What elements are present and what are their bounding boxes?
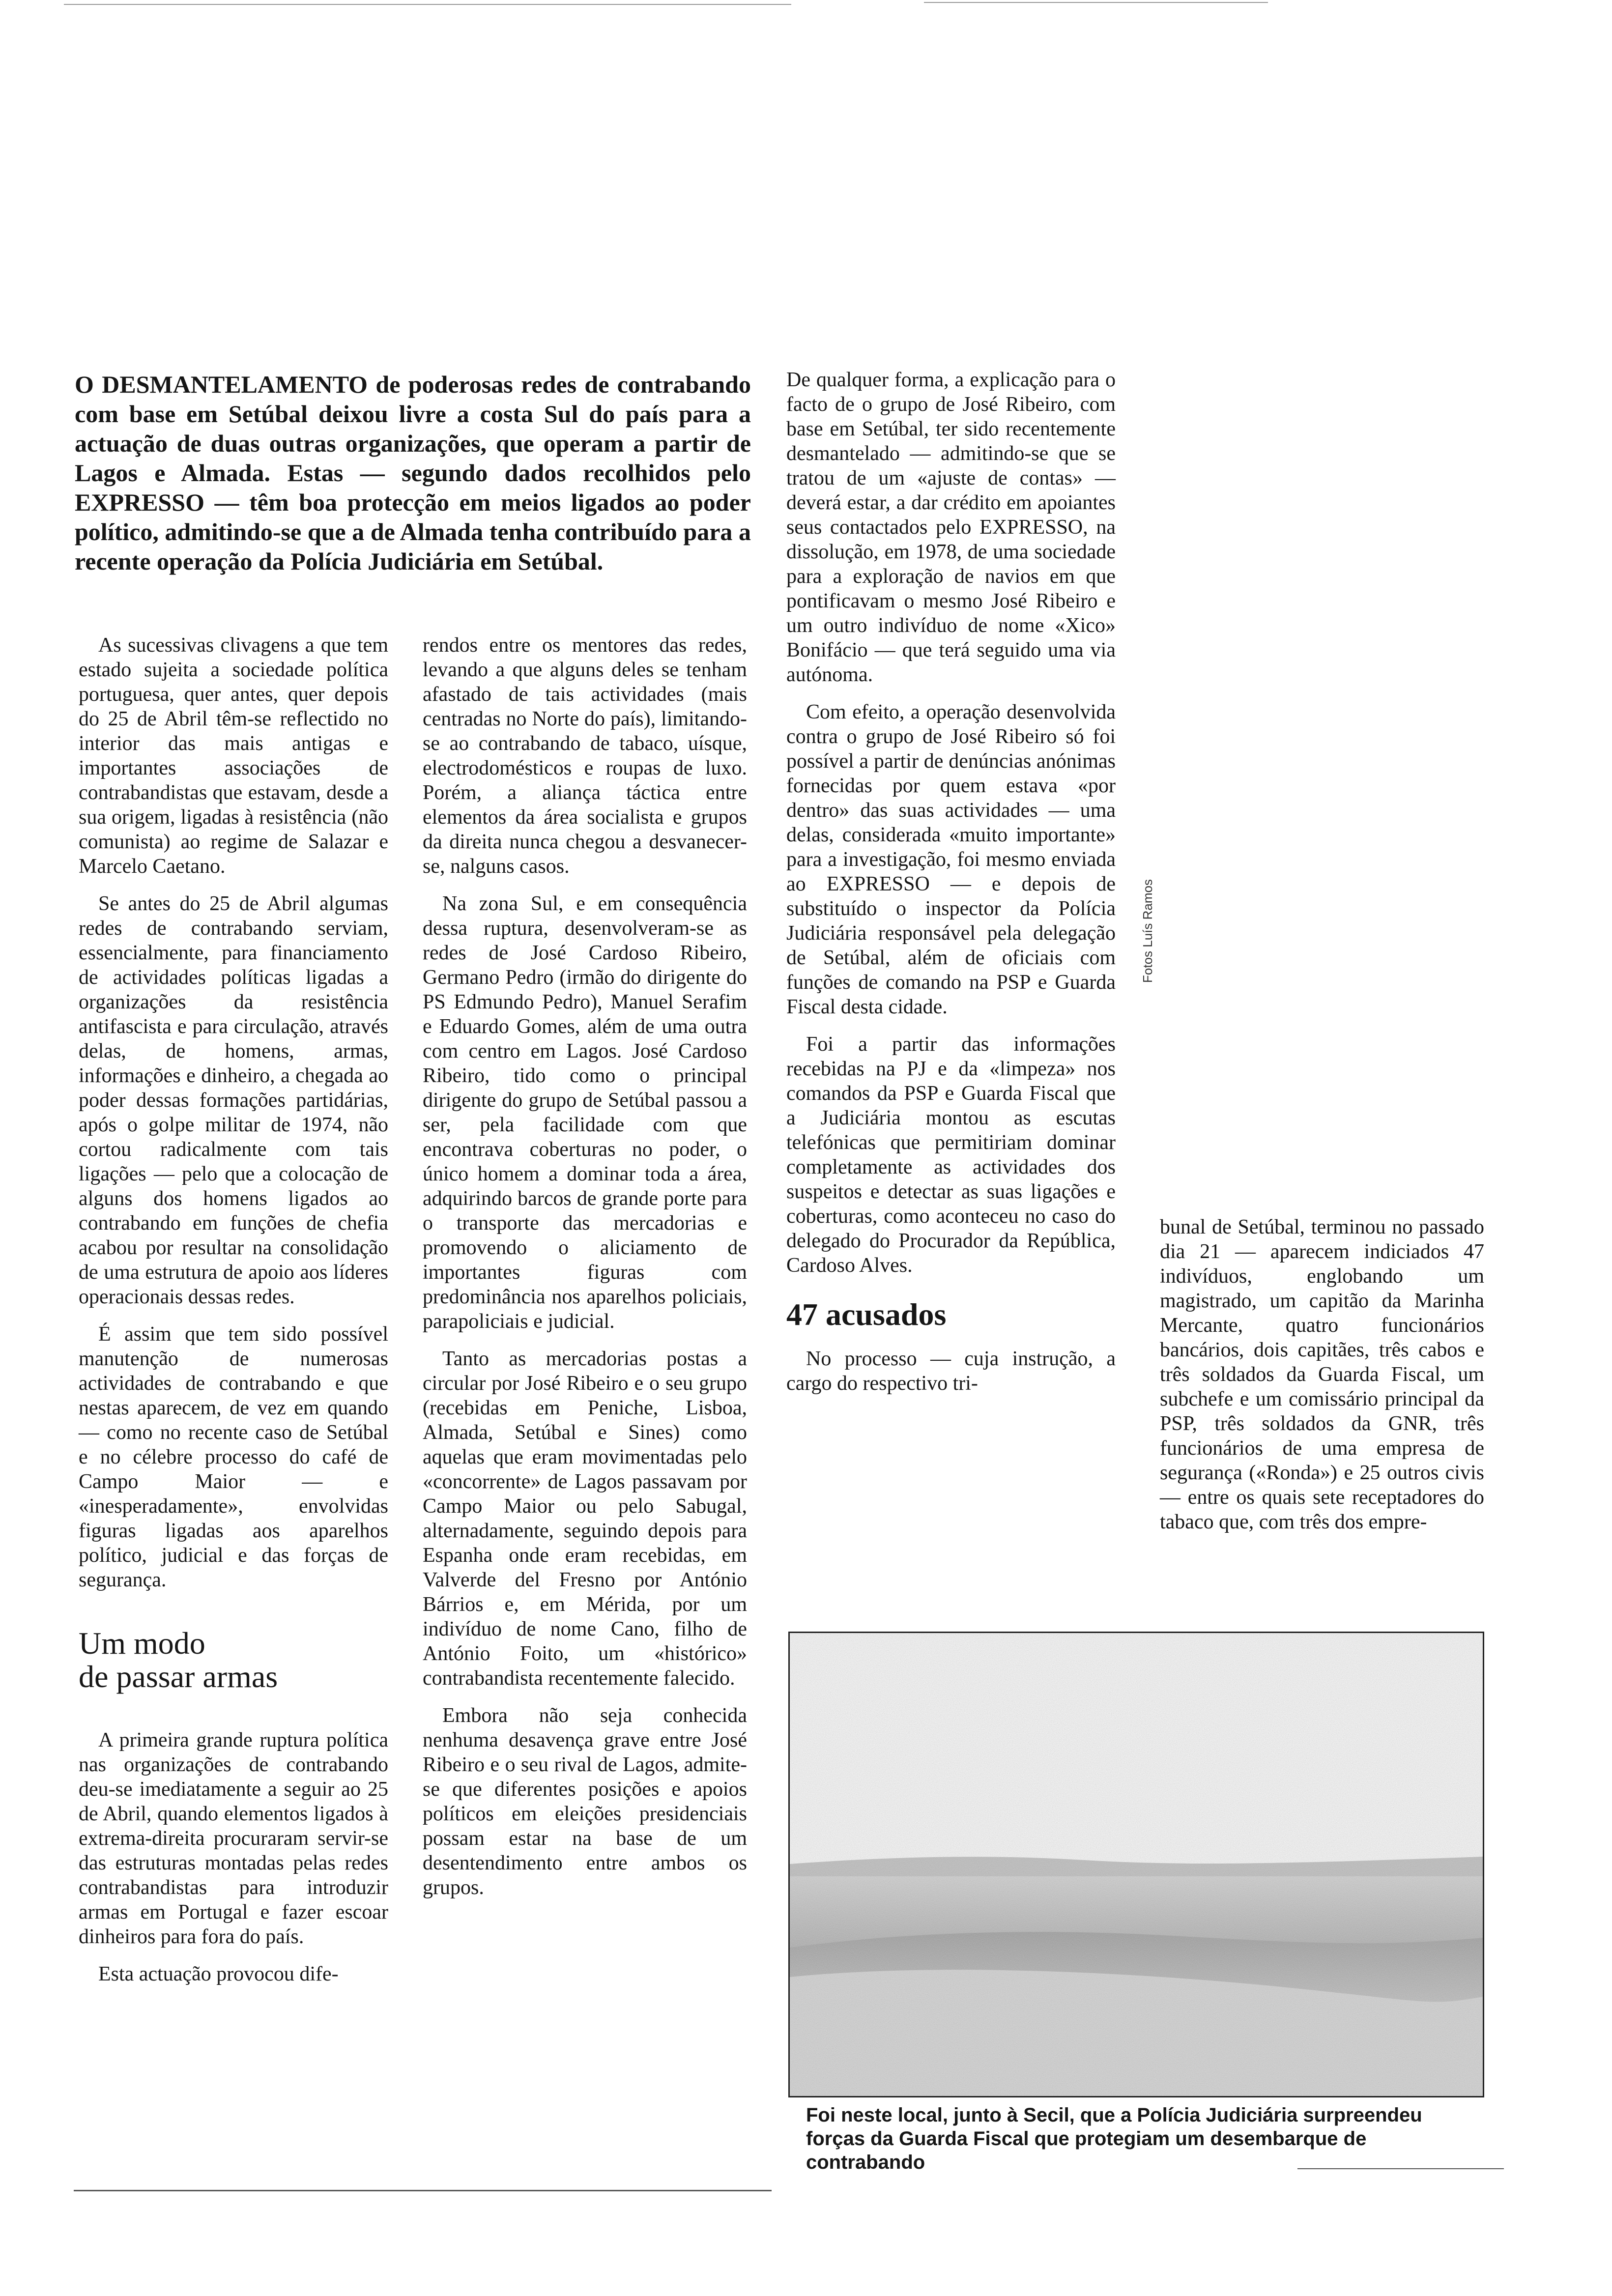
col3-paragraph-3: Foi a partir das informações recebidas na PJ e da «limpeza» nos comandos da PSP e Guarda Fiscal que a Judiciária montou as escutas telefónicas que permitiriam dominar completamente as actividades dos suspeitos e detectar as suas ligações e coberturas, como aconteceu no caso do delegado do Procurador da República, Cardoso Alves.	[786, 1033, 1116, 1277]
subhead-line-1: Um modo	[79, 1626, 205, 1661]
top-rule-right	[924, 2, 1268, 3]
subhead-47-acusados: 47 acusados	[786, 1297, 947, 1332]
col3-paragraph-1: De qualquer forma, a explicação para o facto de o grupo de José Ribeiro, com base em Setúbal, ter sido recentemente desmantelado — admitindo-se que se tratou de um «ajuste de contas» — deverá estar, a dar crédito em apoiantes seus contactados pelo EXPRESSO, na dissolução, em 1978, de uma sociedade para a exploração de navios em que pontificavam o mesmo José Ribeiro e um outro indivíduo de nome «Xico» Bonifácio — que terá seguido uma via autónoma.	[786, 369, 1116, 686]
column-1	[79, 633, 388, 1999]
col2-paragraph-1: rendos entre os mentores das redes, levando a que alguns deles se tenham afastado de tais actividades (mais centradas no Norte do país), limitando-se ao contrabando de tabaco, uísque, electrodomésticos e roupas de luxo. Porém, a aliança táctica entre elementos da área socialista e grupos da direita nunca chegou a desvanecer-se, nalguns casos.	[423, 634, 747, 878]
col4-paragraph-1: bunal de Setúbal, terminou no passado dia 21 — aparecem indiciados 47 indivíduos, englobando um magistrado, um capitão da Marinha Mercante, quatro funcionários bancários, dois capitães, três cabos e três soldados da Guarda Fiscal, um subchefe e um comissário principal da PSP, três soldados da GNR, três funcionários de uma empresa de segurança («Ronda») e 25 outros civis — entre os quais sete receptadores do tabaco que, com três dos empre-	[1160, 1216, 1484, 1533]
article-lead: O DESMANTELAMENTO de poderosas redes de contrabando com base em Setúbal deixou livre a costa Sul do país para a actuação de duas outras organizações, que operam a partir de Lagos e Almada. Estas — segundo dados recolhidos pelo EXPRESSO — têm boa protecção em meios ligados ao poder político, admitindo-se que a de Almada tenha contribuído para a recente operação da Polícia Judiciária em Setúbal.	[75, 371, 751, 575]
coast-photo	[788, 1632, 1484, 2097]
column-4	[1160, 1215, 1484, 1547]
bottom-rule-left	[74, 2190, 772, 2191]
subhead-um-modo	[79, 1627, 388, 1693]
photo-credit: Fotos Luís Ramos	[1140, 879, 1155, 983]
col1-paragraph-3: É assim que tem sido possível manutenção de numerosas actividades de contrabando e que nestas aparecem, de vez em quando — como no recente caso de Setúbal e no célebre processo do café de Campo Maior — e «inesperadamente», envolvidas figuras ligadas aos aparelhos político, judicial e das forças de segurança.	[79, 1323, 388, 1591]
col2-paragraph-2: Na zona Sul, e em consequência dessa ruptura, desenvolveram-se as redes de José Cardoso Ribeiro, Germano Pedro (irmão do dirigente do PS Edmundo Pedro), Manuel Serafim e Eduardo Gomes, além de uma outra com centro em Lagos. José Cardoso Ribeiro, tido como o principal dirigente do grupo de Setúbal passou a ser, pela facilidade com que encontrava coberturas no poder, o único homem a dominar toda a área, adquirindo barcos de grande porte para o transporte das mercadorias e promovendo o aliciamento de importantes figuras com predominância nos aparelhos policiais, parapoliciais e judicial.	[423, 892, 747, 1333]
photo-caption: Foi neste local, junto à Secil, que a Polícia Judiciária surpreendeu forças da Guarda Fiscal que protegiam um desembarque de contrabando	[806, 2104, 1422, 2173]
col3-paragraph-2: Com efeito, a operação desenvolvida contra o grupo de José Ribeiro só foi possível a partir de denúncias anónimas fornecidas por quem estava «por dentro» das suas actividades — uma delas, considerada «muito importante» para a investigação, foi mesmo enviada ao EXPRESSO — e depois de substituído o inspector da Polícia Judiciária responsável pela delegação de Setúbal, além de oficiais com funções de comando na PSP e Guarda Fiscal desta cidade.	[786, 701, 1116, 1018]
col1-paragraph-4: A primeira grande ruptura política nas organizações de contrabando deu-se imediatamente a seguir ao 25 de Abril, quando elementos ligados à extrema-direita procuraram servir-se das estruturas montadas pelas redes contrabandistas para introduzir armas em Portugal e fazer escoar dinheiros para fora do país.	[79, 1729, 388, 1948]
col2-paragraph-4: Embora não seja conhecida nenhuma desavença grave entre José Ribeiro e o seu rival de Lagos, admite-se que diferentes posições e apoios políticos em eleições presidenciais possam estar na base de um desentendimento entre ambos os grupos.	[423, 1704, 747, 1899]
col3-paragraph-4: No processo — cuja instrução, a cargo do respectivo tri-	[786, 1348, 1116, 1395]
col1-paragraph-1: As sucessivas clivagens a que tem estado sujeita a sociedade política portuguesa, quer antes, quer depois do 25 de Abril têm-se reflectido no interior das mais antigas e importantes associações de contrabandistas que estavam, desde a sua origem, ligadas à resistência (não comunista) ao regime de Salazar e Marcelo Caetano.	[79, 634, 388, 878]
subhead-line-2: de passar armas	[79, 1659, 278, 1694]
bottom-rule-right	[1297, 2168, 1504, 2169]
coast-photo-image	[790, 1633, 1483, 2096]
col2-paragraph-3: Tanto as mercadorias postas a circular por José Ribeiro e o seu grupo (recebidas em Peniche, Lisboa, Almada, Setúbal e Sines) como aquelas que eram movimentadas pelo «concorrente» de Lagos passavam por Campo Maior ou pelo Sabugal, alternadamente, seguindo depois para Espanha onde eram recebidas, em Valverde del Fresno por António Bárrios e, em Mérida, por um indivíduo de nome Cano, filho de António Foito, um «histórico» contrabandista recentemente falecido.	[423, 1348, 747, 1690]
top-rule-left	[64, 4, 791, 5]
column-2	[423, 633, 747, 1913]
col1-paragraph-5: Esta actuação provocou dife-	[98, 1963, 339, 1985]
col1-paragraph-2: Se antes do 25 de Abril algumas redes de contrabando serviam, essencialmente, para financiamento de actividades políticas ligadas a organizações da resistência antifascista e para circulação, através delas, de homens, armas, informações e dinheiro, a chegada ao poder dessas formações partidárias, após o golpe militar de 1974, não cortou radicalmente com tais ligações — pelo que a colocação de alguns dos homens ligados ao contrabando em funções de chefia acabou por resultar na consolidação de uma estrutura de apoio aos líderes operacionais dessas redes.	[79, 892, 388, 1308]
column-3	[786, 368, 1116, 1408]
